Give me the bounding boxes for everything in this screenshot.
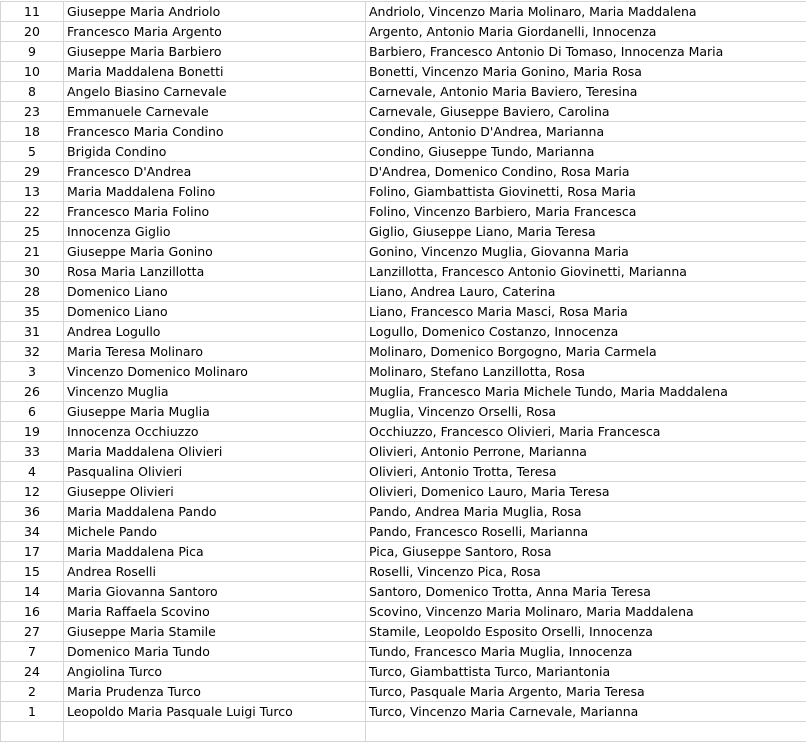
name-cell[interactable]: Innocenza Giglio <box>64 222 366 242</box>
table-row <box>1 442 806 462</box>
empty-row <box>1 722 806 742</box>
table-row <box>1 302 806 322</box>
table-row <box>1 282 806 302</box>
parents-cell[interactable]: Turco, Vincenzo Maria Carnevale, Marianna <box>366 702 806 722</box>
id-cell[interactable]: 11 <box>1 2 64 22</box>
name-cell[interactable]: Maria Maddalena Pando <box>64 502 366 522</box>
id-cell[interactable]: 14 <box>1 582 64 602</box>
table-row <box>1 242 806 262</box>
id-cell[interactable]: 18 <box>1 122 64 142</box>
id-cell[interactable]: 30 <box>1 262 64 282</box>
parents-cell[interactable]: Olivieri, Domenico Lauro, Maria Teresa <box>366 482 806 502</box>
name-cell[interactable]: Maria Prudenza Turco <box>64 682 366 702</box>
parents-cell[interactable]: Muglia, Francesco Maria Michele Tundo, Maria Maddalena <box>366 382 806 402</box>
table-row <box>1 82 806 102</box>
spreadsheet-grid <box>0 1 806 742</box>
parents-cell[interactable]: Olivieri, Antonio Trotta, Teresa <box>366 462 806 482</box>
parents-cell[interactable]: Liano, Andrea Lauro, Caterina <box>366 282 806 302</box>
id-cell[interactable]: 7 <box>1 642 64 662</box>
parents-cell[interactable]: Folino, Giambattista Giovinetti, Rosa Maria <box>366 182 806 202</box>
name-cell[interactable]: Giuseppe Olivieri <box>64 482 366 502</box>
table-row <box>1 102 806 122</box>
name-cell[interactable]: Giuseppe Maria Barbiero <box>64 42 366 62</box>
name-cell[interactable]: Maria Raffaela Scovino <box>64 602 366 622</box>
parents-cell[interactable]: Condino, Giuseppe Tundo, Marianna <box>366 142 806 162</box>
name-cell[interactable]: Francesco Maria Folino <box>64 202 366 222</box>
id-cell[interactable]: 6 <box>1 402 64 422</box>
parents-cell[interactable]: Liano, Francesco Maria Masci, Rosa Maria <box>366 302 806 322</box>
id-cell[interactable]: 25 <box>1 222 64 242</box>
parents-cell[interactable]: Scovino, Vincenzo Maria Molinaro, Maria Maddalena <box>366 602 806 622</box>
parents-cell[interactable]: D'Andrea, Domenico Condino, Rosa Maria <box>366 162 806 182</box>
name-cell[interactable]: Giuseppe Maria Muglia <box>64 402 366 422</box>
parents-cell[interactable]: Roselli, Vincenzo Pica, Rosa <box>366 562 806 582</box>
parents-cell[interactable]: Molinaro, Stefano Lanzillotta, Rosa <box>366 362 806 382</box>
table-row <box>1 682 806 702</box>
table-row <box>1 62 806 82</box>
id-cell[interactable]: 16 <box>1 602 64 622</box>
parents-cell[interactable]: Stamile, Leopoldo Esposito Orselli, Innocenza <box>366 622 806 642</box>
name-cell[interactable]: Maria Teresa Molinaro <box>64 342 366 362</box>
table-row <box>1 222 806 242</box>
id-cell[interactable]: 12 <box>1 482 64 502</box>
table-row <box>1 142 806 162</box>
id-cell[interactable]: 5 <box>1 142 64 162</box>
name-cell[interactable]: Domenico Maria Tundo <box>64 642 366 662</box>
parents-cell[interactable]: Gonino, Vincenzo Muglia, Giovanna Maria <box>366 242 806 262</box>
id-cell[interactable]: 19 <box>1 422 64 442</box>
parents-cell[interactable]: Pando, Francesco Roselli, Marianna <box>366 522 806 542</box>
id-cell[interactable]: 34 <box>1 522 64 542</box>
empty-cell[interactable] <box>64 722 366 742</box>
table-row <box>1 262 806 282</box>
table-row <box>1 602 806 622</box>
table-row <box>1 622 806 642</box>
id-cell[interactable]: 29 <box>1 162 64 182</box>
table-row <box>1 642 806 662</box>
name-cell[interactable]: Innocenza Occhiuzzo <box>64 422 366 442</box>
parents-cell[interactable]: Tundo, Francesco Maria Muglia, Innocenza <box>366 642 806 662</box>
table-row <box>1 382 806 402</box>
parents-cell[interactable]: Muglia, Vincenzo Orselli, Rosa <box>366 402 806 422</box>
parents-cell[interactable]: Bonetti, Vincenzo Maria Gonino, Maria Rosa <box>366 62 806 82</box>
id-cell[interactable]: 8 <box>1 82 64 102</box>
parents-cell[interactable]: Turco, Giambattista Turco, Mariantonia <box>366 662 806 682</box>
name-cell[interactable]: Andrea Logullo <box>64 322 366 342</box>
name-cell[interactable]: Giuseppe Maria Stamile <box>64 622 366 642</box>
parents-cell[interactable]: Santoro, Domenico Trotta, Anna Maria Teresa <box>366 582 806 602</box>
empty-cell[interactable] <box>1 722 64 742</box>
id-cell[interactable]: 35 <box>1 302 64 322</box>
table-row <box>1 42 806 62</box>
id-cell[interactable]: 36 <box>1 502 64 522</box>
id-cell[interactable]: 15 <box>1 562 64 582</box>
id-cell[interactable]: 10 <box>1 62 64 82</box>
parents-cell[interactable]: Argento, Antonio Maria Giordanelli, Innocenza <box>366 22 806 42</box>
table-row <box>1 522 806 542</box>
id-cell[interactable]: 1 <box>1 702 64 722</box>
name-cell[interactable]: Giuseppe Maria Andriolo <box>64 2 366 22</box>
id-cell[interactable]: 13 <box>1 182 64 202</box>
table-row <box>1 342 806 362</box>
name-cell[interactable]: Maria Giovanna Santoro <box>64 582 366 602</box>
parents-cell[interactable]: Pando, Andrea Maria Muglia, Rosa <box>366 502 806 522</box>
parents-cell[interactable]: Turco, Pasquale Maria Argento, Maria Teresa <box>366 682 806 702</box>
id-cell[interactable]: 22 <box>1 202 64 222</box>
table-row <box>1 462 806 482</box>
table-row <box>1 202 806 222</box>
table-row <box>1 582 806 602</box>
parents-cell[interactable]: Lanzillotta, Francesco Antonio Giovinetti, Marianna <box>366 262 806 282</box>
name-cell[interactable]: Angelo Biasino Carnevale <box>64 82 366 102</box>
parents-cell[interactable]: Logullo, Domenico Costanzo, Innocenza <box>366 322 806 342</box>
id-cell[interactable]: 17 <box>1 542 64 562</box>
name-cell[interactable]: Vincenzo Domenico Molinaro <box>64 362 366 382</box>
table-row <box>1 162 806 182</box>
table-row <box>1 322 806 342</box>
id-cell[interactable]: 32 <box>1 342 64 362</box>
id-cell[interactable]: 9 <box>1 42 64 62</box>
id-cell[interactable]: 26 <box>1 382 64 402</box>
name-cell[interactable]: Maria Maddalena Folino <box>64 182 366 202</box>
name-cell[interactable]: Brigida Condino <box>64 142 366 162</box>
name-cell[interactable]: Maria Maddalena Pica <box>64 542 366 562</box>
name-cell[interactable]: Vincenzo Muglia <box>64 382 366 402</box>
name-cell[interactable]: Rosa Maria Lanzillotta <box>64 262 366 282</box>
spreadsheet-body <box>1 2 806 742</box>
parents-cell[interactable]: Molinaro, Domenico Borgogno, Maria Carmela <box>366 342 806 362</box>
parents-cell[interactable]: Pica, Giuseppe Santoro, Rosa <box>366 542 806 562</box>
name-cell[interactable]: Michele Pando <box>64 522 366 542</box>
table-row <box>1 702 806 722</box>
name-cell[interactable]: Maria Maddalena Bonetti <box>64 62 366 82</box>
table-row <box>1 542 806 562</box>
id-cell[interactable]: 3 <box>1 362 64 382</box>
table-row <box>1 402 806 422</box>
name-cell[interactable]: Maria Maddalena Olivieri <box>64 442 366 462</box>
table-row <box>1 662 806 682</box>
table-row <box>1 422 806 442</box>
name-cell[interactable]: Domenico Liano <box>64 302 366 322</box>
id-cell[interactable]: 23 <box>1 102 64 122</box>
name-cell[interactable]: Francesco Maria Condino <box>64 122 366 142</box>
id-cell[interactable]: 24 <box>1 662 64 682</box>
parents-cell[interactable]: Carnevale, Antonio Maria Baviero, Teresina <box>366 82 806 102</box>
parents-cell[interactable]: Occhiuzzo, Francesco Olivieri, Maria Francesca <box>366 422 806 442</box>
parents-cell[interactable]: Condino, Antonio D'Andrea, Marianna <box>366 122 806 142</box>
id-cell[interactable]: 4 <box>1 462 64 482</box>
table-row <box>1 2 806 22</box>
id-cell[interactable]: 2 <box>1 682 64 702</box>
table-row <box>1 502 806 522</box>
parents-cell[interactable]: Folino, Vincenzo Barbiero, Maria Francesca <box>366 202 806 222</box>
table-row <box>1 562 806 582</box>
table-row <box>1 182 806 202</box>
id-cell[interactable]: 20 <box>1 22 64 42</box>
name-cell[interactable]: Domenico Liano <box>64 282 366 302</box>
name-cell[interactable]: Leopoldo Maria Pasquale Luigi Turco <box>64 702 366 722</box>
id-cell[interactable]: 33 <box>1 442 64 462</box>
id-cell[interactable]: 28 <box>1 282 64 302</box>
id-cell[interactable]: 27 <box>1 622 64 642</box>
table-row <box>1 122 806 142</box>
table-row <box>1 482 806 502</box>
id-cell[interactable]: 31 <box>1 322 64 342</box>
parents-cell[interactable]: Barbiero, Francesco Antonio Di Tomaso, Innocenza Maria <box>366 42 806 62</box>
parents-cell[interactable]: Carnevale, Giuseppe Baviero, Carolina <box>366 102 806 122</box>
table-row <box>1 22 806 42</box>
parents-cell[interactable]: Olivieri, Antonio Perrone, Marianna <box>366 442 806 462</box>
id-cell[interactable]: 21 <box>1 242 64 262</box>
name-cell[interactable]: Andrea Roselli <box>64 562 366 582</box>
name-cell[interactable]: Angiolina Turco <box>64 662 366 682</box>
name-cell[interactable]: Pasqualina Olivieri <box>64 462 366 482</box>
name-cell[interactable]: Francesco D'Andrea <box>64 162 366 182</box>
parents-cell[interactable]: Andriolo, Vincenzo Maria Molinaro, Maria Maddalena <box>366 2 806 22</box>
name-cell[interactable]: Emmanuele Carnevale <box>64 102 366 122</box>
table-row <box>1 362 806 382</box>
name-cell[interactable]: Francesco Maria Argento <box>64 22 366 42</box>
empty-cell[interactable] <box>366 722 806 742</box>
name-cell[interactable]: Giuseppe Maria Gonino <box>64 242 366 262</box>
parents-cell[interactable]: Giglio, Giuseppe Liano, Maria Teresa <box>366 222 806 242</box>
